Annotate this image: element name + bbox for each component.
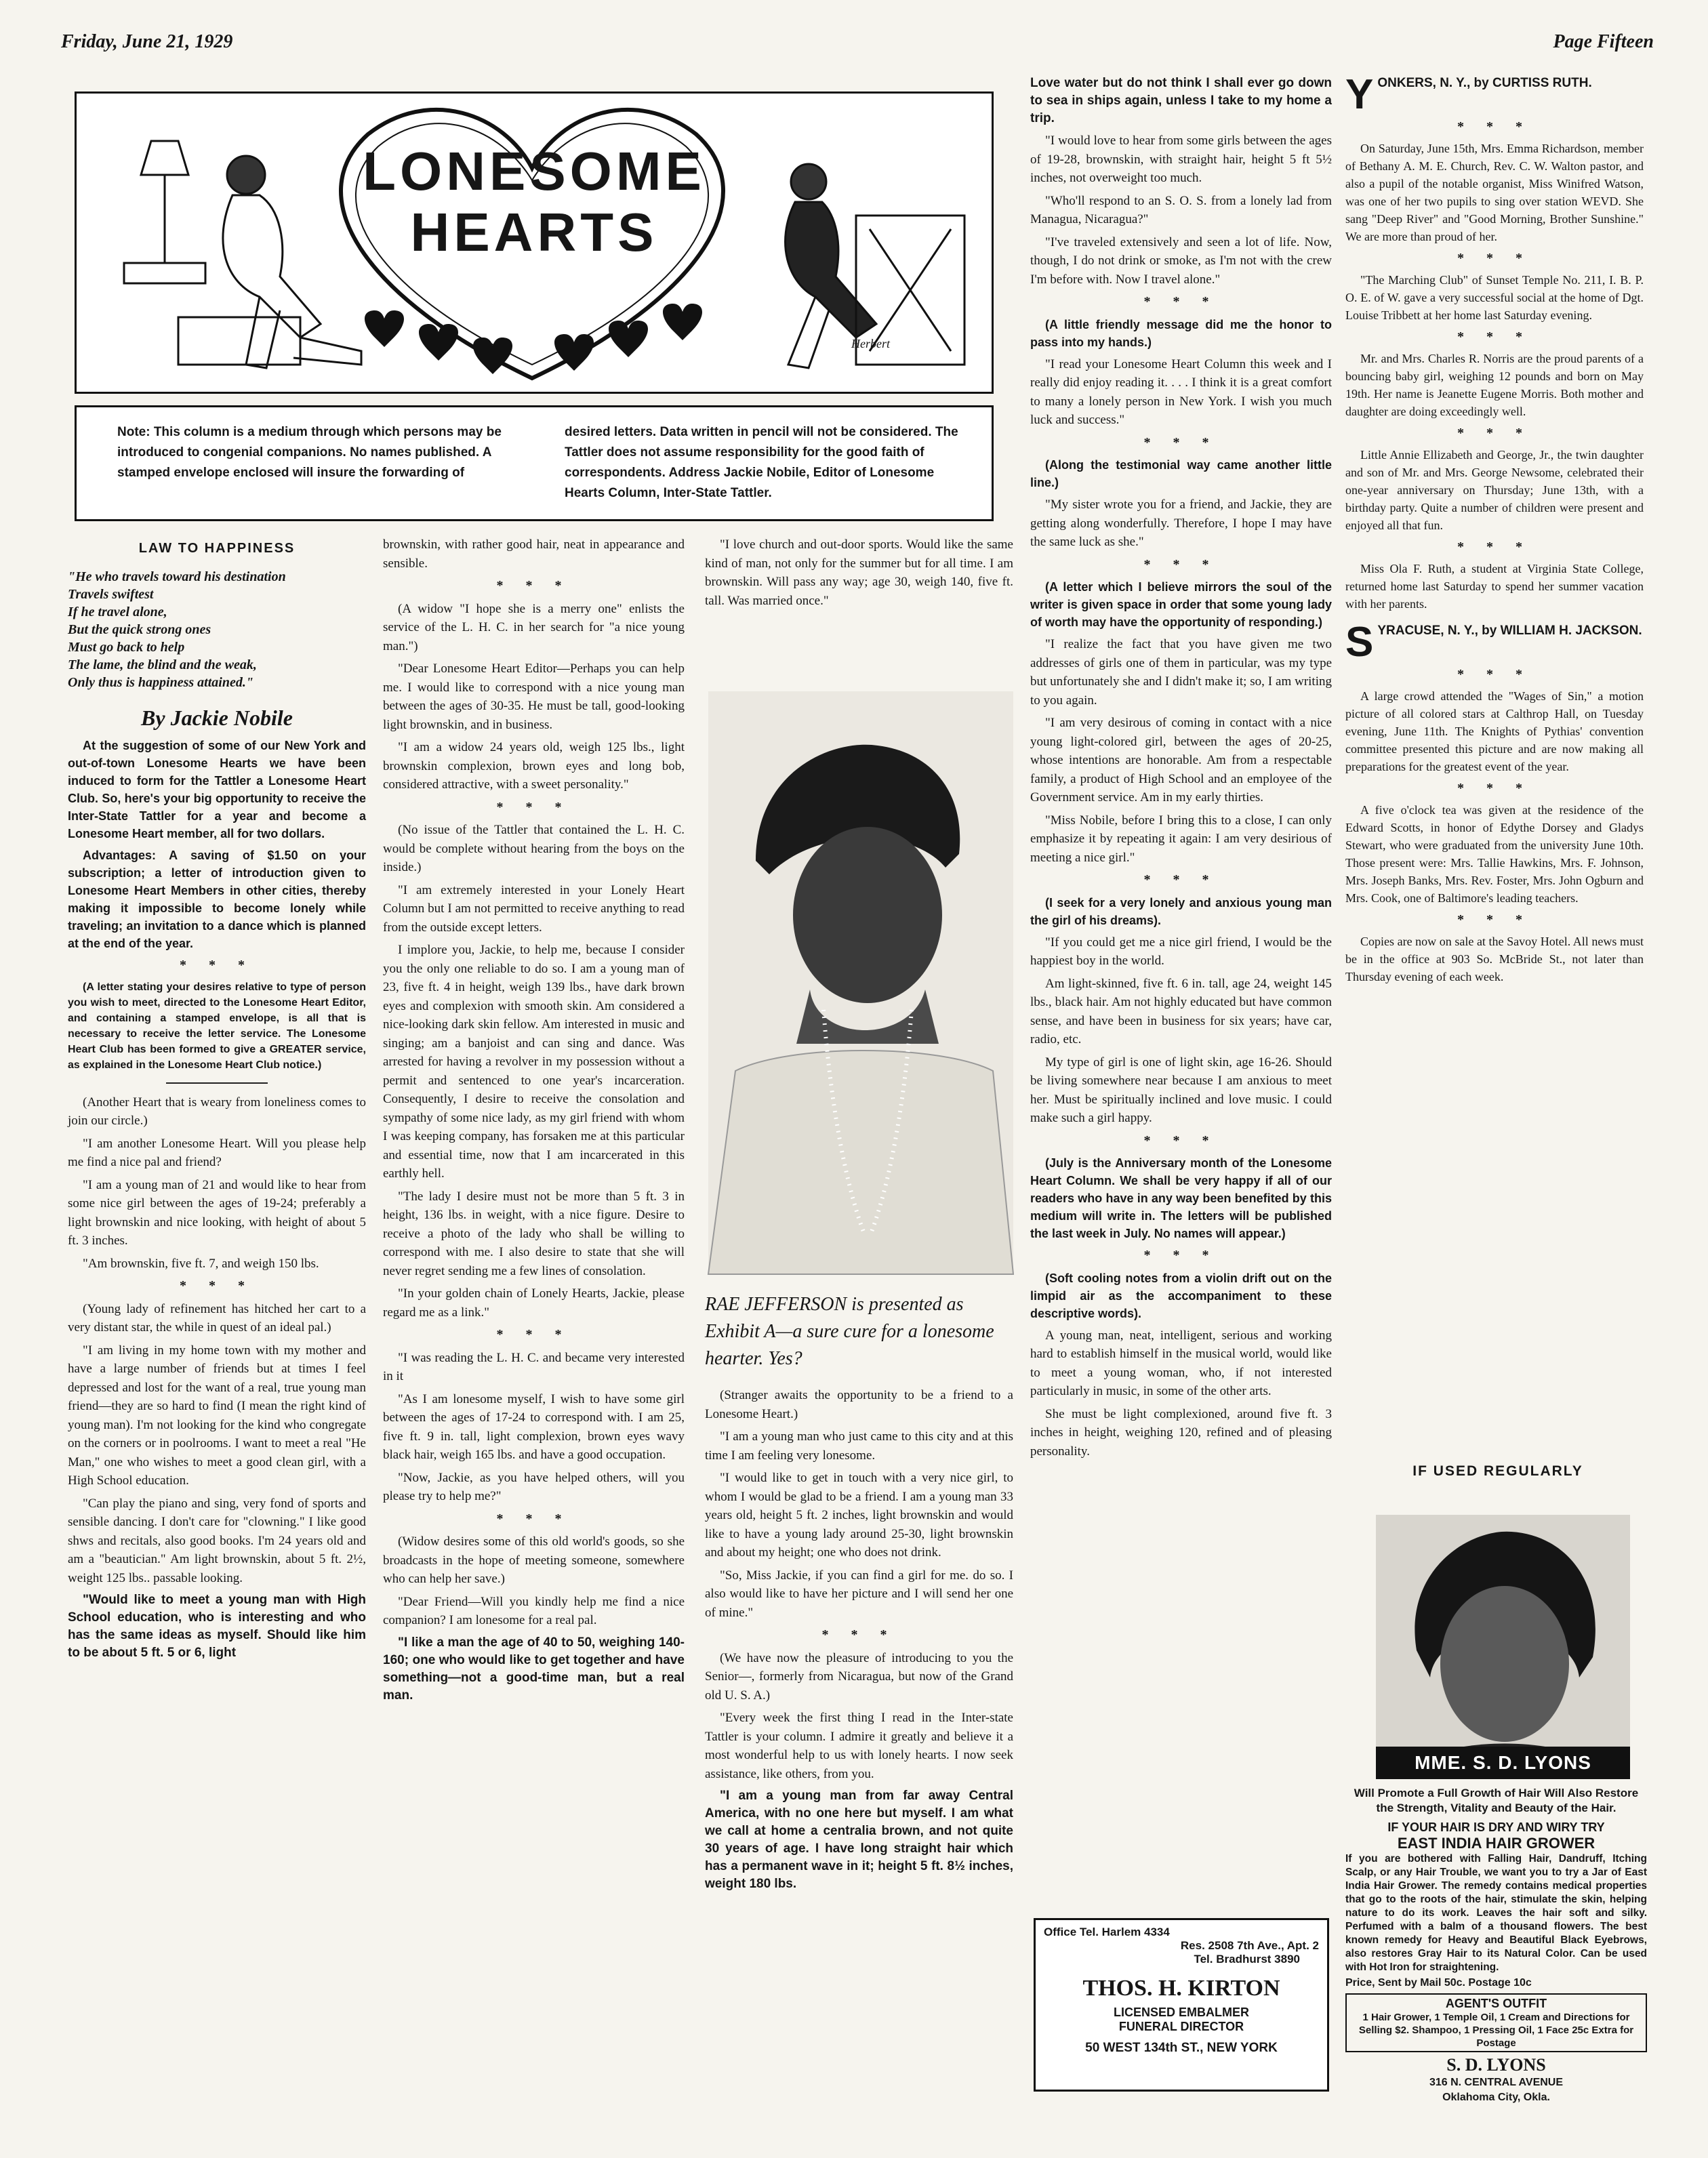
poem-line: "He who travels toward his destination [68,569,286,584]
paragraph: "Would like to meet a young man with High School education, who is interesting and who has the same ideas as myself. Should like him to be about 5 ft. 5 or 6, light [68,1593,366,1660]
kirton-funeral-ad [1034,1918,1329,2092]
lyons-photo [1376,1515,1630,1779]
section-stars: * * * [821,1627,897,1642]
paragraph: "Miss Nobile, before I bring this to a close, I can only emphasize it by repeating it again: I am very desirious of meeting a nice girl." [1030,813,1332,865]
divider [166,1082,268,1084]
paragraph: "I would like to get in touch with a very nice girl, to whom I would be glad to be a friend. I am a young man 33 years old, height 5 ft. 2 inches, light brownskin and would like to have a young lady around 25-30, light brownskin and about my height; one who does not drink. [705,1471,1013,1560]
paragraph: (Widow desires some of this old world's goods, so she broadcasts in the hope of meeting someone, somewhere who can help her save.) [383,1534,685,1586]
section-stars: * * * [1143,434,1219,450]
photo-caption: RAE JEFFERSON is presented as Exhibit A—a sure cure for a lonesome hearter. Yes? [705,1294,994,1369]
kirton-tel: Tel. Bradhurst 3890 [1194,1953,1300,1966]
header-date: Friday, June 21, 1929 [61,31,233,52]
portrait-icon [1376,1515,1630,1779]
law-title: LAW TO HAPPINESS [138,541,296,556]
paragraph: A young man, neat, intelligent, serious and working hard to establish himself in the musical world, would like to meet a young woman, who, if not interested particularly in music, in some of the other arts. [1030,1328,1332,1398]
paragraph: (Young lady of refinement has hitched her cart to a very distant star, the while in quest of an ideal pal.) [68,1301,366,1335]
kirton-name: THOS. H. KIRTON [1082,1976,1280,2001]
section-stars: * * * [1457,912,1532,927]
paragraph: I implore you, Jackie, to help me, because I consider you the only one reliable to do so. I am a young man of 23, five ft. 4 in height, weigh 139 lbs., have dark brown eyes and complexion with smooth skin. Am considered a nice-looking dark skin fellow. Am interested in music and singing; am a banjoist and can sing and dance. Was arrested for having a revolver in my possession without a permit and sentenced to one year's incarceration. Consequently, I desire to receive the consolation and sympathy of some nice lady, as my girl friend with whom I was keeping company, has forsaken me at this particular and essential time, now that I am incarcerated in this earthly hell. [383,943,685,1181]
outfit-items: 1 Hair Grower, 1 Temple Oil, 1 Cream and Directions for Selling $2. Shampoo, 1 Pressing Oil, 1 Face 25c Extra for Postage [1358,2012,1634,2049]
paragraph: (Soft cooling notes from a violin drift out on the limpid air as the accompaniment to these descriptive words). [1030,1271,1332,1320]
portrait-icon [708,691,1013,1274]
paragraph: "I am living in my home town with my mother and have a large number of friends but at times I feel depressed and lost for the want of a real, true young man friend—they are so hard to find (I mean the right kind of young man). I'm not looking for the kind who congregate on the corners or in poolrooms. I want to meet a real "He Man," one who wishes to meet a good clean girl, with a High School education. [68,1343,366,1488]
paragraph: She must be light complexioned, around five ft. 3 inches in height, weighing 120, refined and of pleasing personality. [1030,1406,1332,1459]
paragraph: "As I am lonesome myself, I wish to have some girl between the ages of 17-24 to correspond with. I am 25, five ft. 9 in. tall, light complexion, brown eyes wavy black hair, weigh 165 lbs. and have a good occupation. [383,1391,685,1462]
lyons-address1: 316 N. CENTRAL AVENUE [1429,2077,1564,2088]
paragraph: "The Marching Club" of Sunset Temple No. 211, I. B. P. O. E. of W. gave a very successful social at the home of Dgt. Louise Tribbett at her home last Saturday evening. [1345,273,1644,322]
paragraph: "I am extremely interested in your Lonely Heart Column but I am not permitted to receive anything to read from the outside except letters. [383,882,685,935]
note-right: desired letters. Data written in pencil will not be considered. The Tattler does not assume responsibility for the good faith of correspondents. Address Jackie Nobile, Editor of Lonesome Hearts Column, Inter-State Tattler. [565,425,958,500]
paragraph: "Now, Jackie, as you have helped others, will you please try to help me?" [383,1470,685,1503]
club-advantages: Advantages: A saving of $1.50 on your subscription; a letter of introduction given to Lonesome Heart Members in other cities, thereby making it impossible to become lonely while traveling; an invitation to a dance which is planned at the end of the year. [68,849,366,950]
paragraph: A large crowd attended the "Wages of Sin," a motion picture of all colored stars at Calthrop Hall, on Tuesday evening, June 11th. The Knights of Pythias' convention committee presented this picture and are now making all preparations for the greatest event of the year. [1345,689,1644,773]
kirton-res: Res. 2508 7th Ave., Apt. 2 [1180,1939,1319,1952]
kirton-address: 50 WEST 134th ST., NEW YORK [1085,2041,1278,2055]
section-stars: * * * [1143,294,1219,309]
poem-line: But the quick strong ones [68,622,211,637]
kirton-title2: FUNERAL DIRECTOR [1118,2020,1244,2033]
paragraph: "Who'll respond to an S. O. S. from a lonely lad from Managua, Nicaragua?" [1030,193,1332,226]
lyons-ad-text [1345,1786,1647,2103]
rae-jefferson-photo [708,691,1013,1274]
paragraph: "I like a man the age of 40 to 50, weighing 140-160; one who would like to get together and have something—not a good-time man, but a real man. [383,1635,685,1703]
paragraph: "So, Miss Jackie, if you can find a girl for me. do so. I also would like to have her picture and I will send her one of mine." [705,1568,1013,1620]
paragraph: A five o'clock tea was given at the residence of the Edward Scotts, in honor of Edythe Dorsey and Gladys Stewart, who were graduated from the university June 10th. Those present were: Mrs. Tallie Hawkins, Mrs. F. Johnson, Mrs. Joseph Banks, Mrs. Rev. Foster, Mrs. John Ogburn and Mrs. Cook, one of Baltimore's leading teachers. [1345,803,1644,905]
kirton-office: Office Tel. Harlem 4334 [1044,1926,1170,1938]
paragraph: "I am a widow 24 years old, weigh 125 lbs., light brownskin complexion, brown eyes and long bob, considered attractive, with a sweet personality." [383,740,685,792]
paragraph: Little Annie Ellizabeth and George, Jr., the twin daughter and son of Mr. and Mrs. George Newsome, celebrated their one-year anniversary on Thursday; June 13th, with a birthday party. Quite a number of children were present and enjoyed all that fun. [1345,448,1644,532]
paragraph: "Am brownskin, five ft. 7, and weigh 150 lbs. [83,1256,319,1271]
paragraph: "Can play the piano and sing, very fond of sports and sensible dancing. I don't care for "clowning." I like good shws and recitals, also good books. I'm 24 years old and am a "beautician." Am light brownskin, about 5 ft. 2½, weight 125 lbs.. passable looking. [68,1496,366,1585]
paragraph: Love water but do not think I shall ever go down to sea in ships again, unless I take to my home a trip. [1030,76,1332,125]
paragraph: "I am a young man from far away Central America, with no one here but myself. I am what we call at home a centralia brown, and not quite 30 years of age. I have long straight hair which has a permanent wave in it; height 5 ft. 8½ inches, weight 180 lbs. [705,1789,1013,1891]
note-left: Note: This column is a medium through which persons may be introduced to congenial companions. No names published. A stamped envelope enclosed will insure the forwarding of [117,425,502,480]
dateline-text: ONKERS, N. Y., by CURTISS RUTH. [1377,76,1592,90]
paragraph: "I am a young man of 21 and would like to hear from some nice girl between the ages of 19-24; preferably a light brownskin and nice looking, with height of about 5 ft. 3 inches. [68,1177,366,1248]
kirton-title1: LICENSED EMBALMER [1113,2006,1249,2019]
letter-service-note: (A letter stating your desires relative to type of person you wish to meet, directed to the Lonesome Heart Editor, and containing a stamped envelope, is all that is necessary to receive the letter service. The Lonesome Heart Club has been formed to give a GREATER service, as explained in the Lonesome Heart Club notice.) [68,981,366,1071]
poem-line: If he travel alone, [68,604,167,619]
banner-title-line1: LONESOME [363,141,706,201]
section-stars: * * * [1457,426,1532,441]
lyons-price: Price, Sent by Mail 50c. Postage 10c [1345,1977,1532,1989]
byline: By Jackie Nobile [141,705,293,730]
lyons-promote: Will Promote a Full Growth of Hair Will Also Restore the Strength, Vitality and Beauty of the Hair. [1354,1787,1639,1814]
poem [68,568,366,691]
column-3-bottom [705,1386,1013,2091]
section-stars: * * * [180,958,254,973]
section-stars: * * * [496,799,571,815]
paragraph: "I love church and out-door sports. Would like the same kind of man, not only for the summer but for all time. I am brownskin. Will pass any way; age 30, weigh 140, five ft. tall. Was married once." [705,537,1013,608]
poem-line: The lame, the blind and the weak, [68,657,257,672]
section-stars: * * * [1457,119,1532,134]
paragraph: "In your golden chain of Lonely Hearts, Jackie, please regard me as a link." [383,1286,685,1320]
paragraph: (A letter which I believe mirrors the soul of the writer is given space in order that some young lady of worth may have the opportunity of responding.) [1030,580,1332,629]
lyons-top: IF USED REGULARLY [1412,1463,1583,1479]
paragraph: "I read your Lonesome Heart Column this week and I really did enjoy reading it. . . . I think it is a great comfort to many a lonely person in New York. I wish you much luck and success." [1030,357,1332,427]
lyons-body: If you are bothered with Falling Hair, Dandruff, Itching Scalp, or any Hair Trouble, we want you to try a Jar of East India Hair Grower. The remedy contains medical properties that go to the roots of the hair, stimulate the skin, helping nature to do its work. Leaves the hair soft and silky. Perfumed with a balm of a thousand flowers. The best known remedy for Heavy and Beautiful Black Eyebrows, also restores Gray Hair to its Natural Color. Can be used with Hot Iron for straightening. [1345,1853,1647,1973]
outfit-title: AGENT'S OUTFIT [1445,1997,1547,2010]
dropcap: Y [1345,71,1374,118]
section-stars: * * * [1457,781,1532,796]
poem-line: Must go back to help [68,639,185,655]
paragraph: (Another Heart that is weary from loneliness comes to join our circle.) [68,1095,366,1128]
column-4 [1030,75,1332,1898]
lyons-name-plate: MME. S. D. LYONS [1376,1747,1630,1779]
paragraph: (A little friendly message did me the honor to pass into my hands.) [1030,317,1332,349]
paragraph: (No issue of the Tattler that contained the L. H. C. would be complete without hearing from the boys on the inside.) [383,823,685,874]
section-stars: * * * [180,1278,254,1293]
paragraph: "My sister wrote you for a friend, and Jackie, they are getting along wonderfully. Therefore, I hope I may have the same luck as she." [1030,497,1332,549]
section-stars: * * * [1457,667,1532,682]
paragraph: "Dear Friend—Will you kindly help me find a nice companion? I am lonesome for a real pal. [383,1594,685,1627]
banner-title-line2: HEARTS [410,202,658,262]
section-stars: * * * [496,1511,571,1526]
paragraph: Copies are now on sale at the Savoy Hotel. All news must be in the office at 903 So. McBride St., not later than Thursday evening of each week. [1345,935,1644,983]
paragraph: "Dear Lonesome Heart Editor—Perhaps you can help me. I would like to correspond with a nice young man between the ages of 30-35. He must be tall, good-looking light brownskin, and in business. [383,661,685,732]
section-stars: * * * [1457,540,1532,554]
paragraph: (A widow "I hope she is a merry one" enlists the service of the L. H. C. in her search for "a nice young man.") [383,601,685,653]
dropcap: S [1345,619,1374,666]
section-stars: * * * [1457,251,1532,266]
artist-signature: Herbert [851,337,890,350]
paragraph: Am light-skinned, five ft. 6 in. tall, age 24, weight 145 lbs., black hair. Am not highly educated but have common sense, and have been in business for six years; have car, radio, etc. [1030,976,1332,1046]
paragraph: (Stranger awaits the opportunity to be a friend to a Lonesome Heart.) [705,1388,1013,1421]
column-2 [383,535,685,2088]
section-stars: * * * [496,578,571,593]
agents-outfit-box [1345,1993,1647,2052]
paragraph: (We have now the pleasure of introducing to you the Senior—, formerly from Nicaragua, but now of the Grand old U. S. A.) [705,1650,1013,1703]
paragraph: "I would love to hear from some girls between the ages of 19-28, brownskin, with straight hair, height 5 ft 5½ inches, not overweight too much. [1030,134,1332,185]
paragraph: "I am very desirous of coming in contact with a nice young light-colored girl, between the ages of 20-25, whose intentions are honorable. Am from a respectable family, a product of High School and an employee of the Government service. Am in my early thirties. [1030,716,1332,805]
section-stars: * * * [1143,872,1219,887]
column-3-top [705,535,1013,685]
section-stars: * * * [1457,329,1532,344]
dateline-text: YRACUSE, N. Y., by WILLIAM H. JACKSON. [1377,624,1642,638]
paragraph: "I am a young man who just came to this city and at this time I am feeling very lonesome. [705,1429,1013,1463]
section-stars: * * * [1143,556,1219,572]
lyons-dry: IF YOUR HAIR IS DRY AND WIRY TRY [1387,1820,1605,1834]
paragraph: brownskin, with rather good hair, neat in appearance and sensible. [383,537,685,571]
lyons-company: S. D. LYONS [1446,2055,1546,2075]
syracuse-dateline [1345,619,1644,666]
poem-line: Travels swiftest [68,586,154,602]
paragraph: "The lady I desire must not be more than 5 ft. 3 in height, 136 lbs. in weight, with a nice figure. Desire to receive a photo of the lady who shall be willing to correspond with me. I also desire to state that she will never regret sending me a few lines of consolation. [383,1189,685,1278]
paragraph: "I was reading the L. H. C. and became very interested in it [383,1350,685,1383]
paragraph: (I seek for a very lonely and anxious young man the girl of his dreams). [1030,895,1332,927]
column-5 [1345,71,1644,1444]
paragraph: (Along the testimonial way came another little line.) [1030,458,1332,489]
yonkers-dateline [1345,71,1644,118]
header-page: Page Fifteen [1553,31,1654,52]
paragraph: "I am another Lonesome Heart. Will you please help me find a nice pal and friend? [68,1136,366,1169]
paragraph: Miss Ola F. Ruth, a student at Virginia State College, returned home last Saturday to spend her summer vacation with her parents. [1345,562,1644,611]
lonesome-hearts-banner [75,91,994,394]
section-stars: * * * [1143,1248,1219,1263]
paragraph: "Every week the first thing I read in the Inter-state Tattler is your column. I admire it greatly and believe it a most wonderful help to us with lonely hearts. I now seek assistance, like others, from you. [705,1711,1013,1781]
paragraph: "I've traveled extensively and seen a lot of life. Now, though, I do not drink or smoke, as I'm not with the crew I'm before with. Now I travel alone." [1030,235,1332,287]
club-intro: At the suggestion of some of our New York and out-of-town Lonesome Hearts we have been induced to form for the Tattler a Lonesome Heart Club. So, here's your big opportunity to receive the Inter-State Tattler for a year and become a Lonesome Heart member, all for two dollars. [68,739,366,840]
banner-title [77,141,992,263]
section-stars: * * * [496,1327,571,1342]
paragraph: "If you could get me a nice girl friend, I would be the happiest boy in the world. [1030,935,1332,968]
lyons-address2: Oklahoma City, Okla. [1442,2092,1550,2103]
paragraph: "I realize the fact that you have given me two addresses of girls one of them in particular, was my type but unfortunately she and I didn't make it; so, I am writing to you again. [1030,637,1332,708]
poem-line: Only thus is happiness attained." [68,674,253,690]
lyons-product: EAST INDIA HAIR GROWER [1397,1835,1595,1852]
paragraph: On Saturday, June 15th, Mrs. Emma Richardson, member of Bethany A. M. E. Church, Rev. C. W. Walton pastor, and also a pupil of the notable organist, Miss Winifred Watson, was one of her two pupils to sing over station WEVD. She sang "Deep River" and "Good Morning, Brother Sunshine." We are more than proud of her. [1345,142,1644,243]
column-note-box [75,405,994,521]
paragraph: Mr. and Mrs. Charles R. Norris are the proud parents of a bouncing baby girl, weighing 12 pounds and born on May 19th. Her name is Jeanette Eugene Morris. Both mother and daughter are doing exceedingly well. [1345,352,1644,418]
column-1 [68,535,366,2088]
paragraph: My type of girl is one of light skin, age 16-26. Should be living somewhere near because I am anxious to meet her. Must be spiritually inclined and love music. I could make such a girl happy. [1030,1055,1332,1125]
section-stars: * * * [1143,1133,1219,1148]
paragraph: (July is the Anniversary month of the Lonesome Heart Column. We shall be very happy if all of our readers who have in any way been benefited by this medium will write in. The letters will be published the last week in July. No names will appear.) [1030,1156,1332,1240]
